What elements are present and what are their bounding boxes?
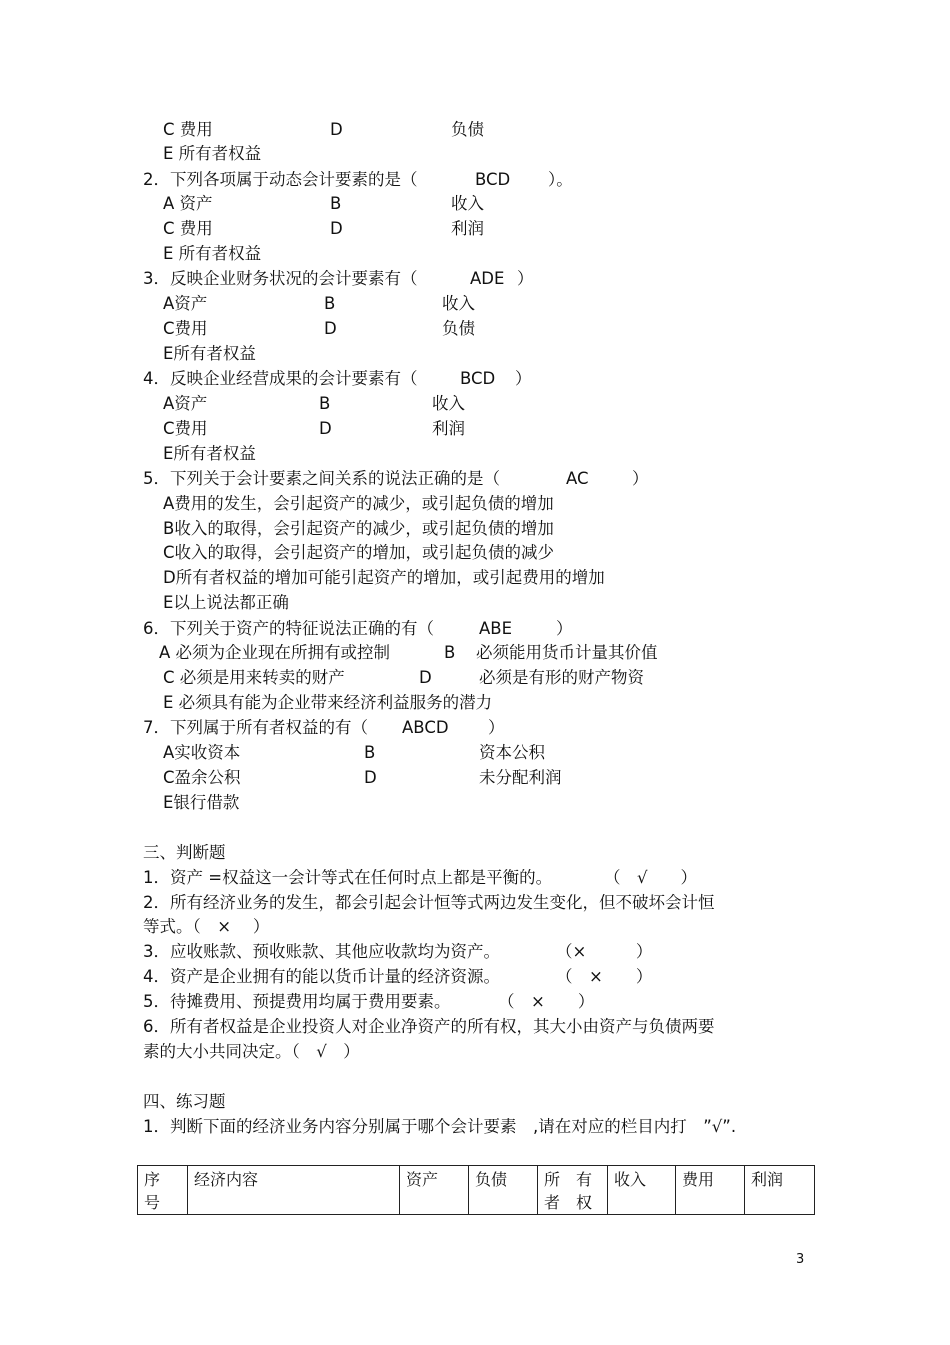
question-close: ） bbox=[515, 369, 532, 388]
page-number: 3 bbox=[796, 1252, 805, 1267]
option-e: E 必须具有能为企业带来经济利益服务的潜力 bbox=[163, 693, 493, 712]
header-cell: 所 有 者 权 bbox=[538, 1166, 608, 1215]
option-d: D所有者权益的增加可能引起资产的增加，或引起费用的增加 bbox=[163, 568, 605, 587]
option-b: B收入的取得，会引起资产的减少，或引起负债的增加 bbox=[163, 519, 554, 538]
option-a: A 资产 bbox=[163, 194, 213, 213]
option-e: E所有者权益 bbox=[163, 444, 256, 463]
question-answer: ADE bbox=[470, 269, 505, 288]
option-e: E以上说法都正确 bbox=[163, 593, 289, 612]
option-b: 必须能用货币计量其价值 bbox=[476, 643, 658, 662]
exercise-1: 1．判断下面的经济业务内容分别属于哪个会计要素 ,请在对应的栏目内打 ”√”. bbox=[143, 1117, 737, 1136]
header-cell: 序 号 bbox=[138, 1166, 188, 1215]
question-close: ）。 bbox=[548, 170, 573, 189]
judgement-3-answer: （× ） bbox=[556, 942, 653, 961]
question-close: ） bbox=[556, 619, 573, 638]
option-a: A 必须为企业现在所拥有或控制 bbox=[159, 643, 391, 662]
option-c: C费用 bbox=[163, 419, 208, 438]
judgement-6-line2: 素的大小共同决定。（ √ ） bbox=[143, 1042, 360, 1061]
question-stem: 6．下列关于资产的特征说法正确的有（ bbox=[143, 619, 434, 638]
question-stem: 2．下列各项属于动态会计要素的是（ bbox=[143, 170, 418, 189]
section-title: 三、判断题 bbox=[143, 843, 226, 862]
option-a: A实收资本 bbox=[163, 743, 241, 762]
option-d: 必须是有形的财产物资 bbox=[479, 668, 644, 687]
option-b: 资本公积 bbox=[479, 743, 545, 762]
question-stem: 7．下列属于所有者权益的有（ bbox=[143, 718, 368, 737]
option-b-letter: B bbox=[324, 294, 336, 313]
question-answer: BCD bbox=[475, 170, 511, 189]
option-c: C 费用 bbox=[163, 120, 213, 139]
question-stem: 5．下列关于会计要素之间关系的说法正确的是（ bbox=[143, 469, 500, 488]
option-d-letter: D bbox=[330, 219, 343, 238]
option-d-letter: D bbox=[324, 319, 337, 338]
option-b-letter: B bbox=[444, 643, 456, 662]
option-c: C收入的取得，会引起资产的增加，或引起负债的减少 bbox=[163, 543, 555, 562]
section-title: 四、练习题 bbox=[143, 1092, 226, 1111]
exercise-table bbox=[137, 1165, 815, 1215]
option-d: 负债 bbox=[451, 120, 484, 139]
option-b: 收入 bbox=[432, 394, 465, 413]
table-header-row bbox=[138, 1166, 815, 1215]
judgement-3: 3．应收账款、预收账款、其他应收款均为资产。 bbox=[143, 942, 500, 961]
question-close: ） bbox=[488, 718, 505, 737]
option-e: E 所有者权益 bbox=[163, 244, 262, 263]
question-stem: 4．反映企业经营成果的会计要素有（ bbox=[143, 369, 418, 388]
option-d-letter: D bbox=[319, 419, 332, 438]
option-a: A资产 bbox=[163, 394, 208, 413]
option-a: A费用的发生，会引起资产的减少，或引起负债的增加 bbox=[163, 494, 554, 513]
option-b-letter: B bbox=[319, 394, 331, 413]
question-answer: ABE bbox=[479, 619, 513, 638]
option-d: 利润 bbox=[451, 219, 484, 238]
question-answer: AC bbox=[566, 469, 589, 488]
question-close: ） bbox=[517, 269, 534, 288]
question-stem: 3．反映企业财务状况的会计要素有（ bbox=[143, 269, 418, 288]
judgement-2-line1: 2．所有经济业务的发生，都会引起会计恒等式两边发生变化，但不破坏会计恒 bbox=[143, 893, 715, 912]
question-answer: BCD bbox=[460, 369, 496, 388]
option-e: E所有者权益 bbox=[163, 344, 256, 363]
option-b-letter: B bbox=[364, 743, 376, 762]
judgement-1: 1．资产 =权益这一会计等式在任何时点上都是平衡的。 bbox=[143, 868, 553, 887]
option-a: A资产 bbox=[163, 294, 208, 313]
header-cell: 经济内容 bbox=[188, 1166, 400, 1215]
option-d: 负债 bbox=[442, 319, 475, 338]
option-b-letter: B bbox=[330, 194, 342, 213]
judgement-1-answer: （ √ ） bbox=[604, 868, 698, 887]
judgement-2-line2: 等式。（ × ） bbox=[143, 917, 270, 936]
judgement-6-line1: 6．所有者权益是企业投资人对企业净资产的所有权，其大小由资产与负债两要 bbox=[143, 1017, 715, 1036]
option-d: 利润 bbox=[432, 419, 465, 438]
header-cell: 收入 bbox=[608, 1166, 676, 1215]
option-d-letter: D bbox=[364, 768, 377, 787]
option-e: E 所有者权益 bbox=[163, 144, 262, 163]
option-d: 未分配利润 bbox=[479, 768, 562, 787]
option-c: C 费用 bbox=[163, 219, 213, 238]
judgement-4: 4．资产是企业拥有的能以货币计量的经济资源。 bbox=[143, 967, 500, 986]
option-c: C盈余公积 bbox=[163, 768, 241, 787]
judgement-5-answer: （ × ） bbox=[498, 992, 595, 1011]
header-cell: 利润 bbox=[745, 1166, 815, 1215]
option-d-letter: D bbox=[419, 668, 432, 687]
header-cell: 负债 bbox=[469, 1166, 538, 1215]
judgement-4-answer: （ × ） bbox=[556, 967, 653, 986]
option-e: E银行借款 bbox=[163, 793, 240, 812]
option-c: C费用 bbox=[163, 319, 208, 338]
option-d-letter: D bbox=[330, 120, 343, 139]
header-cell: 资产 bbox=[400, 1166, 469, 1215]
option-c: C 必须是用来转卖的财产 bbox=[163, 668, 345, 687]
option-b: 收入 bbox=[442, 294, 475, 313]
question-close: ） bbox=[632, 469, 649, 488]
option-b: 收入 bbox=[451, 194, 484, 213]
question-answer: ABCD bbox=[402, 718, 449, 737]
header-cell: 费用 bbox=[676, 1166, 745, 1215]
judgement-5: 5．待摊费用、预提费用均属于费用要素。 bbox=[143, 992, 451, 1011]
